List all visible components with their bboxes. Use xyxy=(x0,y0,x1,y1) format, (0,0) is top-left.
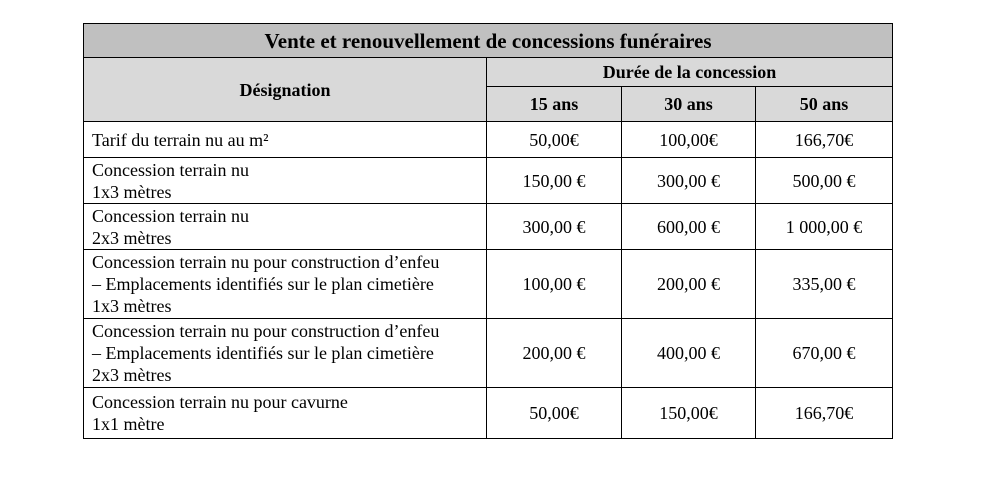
designation-cell xyxy=(84,204,487,250)
designation-cell xyxy=(84,158,487,204)
designation-line: Tarif du terrain nu au m² xyxy=(92,129,269,150)
designation-line: 1x1 mètre xyxy=(92,414,165,434)
table-row xyxy=(84,204,893,250)
table-row xyxy=(84,158,893,204)
price-cell: 400,00 € xyxy=(622,319,756,388)
designation-line: 2x3 mètres xyxy=(92,227,172,248)
duration-header-15: 15 ans xyxy=(487,87,622,122)
designation-cell xyxy=(84,122,487,158)
tariff-table xyxy=(83,23,893,439)
designation-line: 1x3 mètres xyxy=(92,181,172,202)
designation-line: 1x3 mètres xyxy=(92,296,172,316)
designation-line: – Emplacements identifiés sur le plan cimetière xyxy=(92,343,434,363)
table-row xyxy=(84,319,893,388)
designation-line: Concession terrain nu pour cavurne xyxy=(92,392,348,412)
price-cell: 500,00 € xyxy=(756,158,893,204)
price-cell: 335,00 € xyxy=(756,250,893,319)
price-cell: 1 000,00 € xyxy=(756,204,893,250)
price-cell: 100,00€ xyxy=(622,122,756,158)
price-cell: 300,00 € xyxy=(622,158,756,204)
designation-line: Concession terrain nu xyxy=(92,205,249,226)
table-row xyxy=(84,388,893,439)
price-cell: 50,00€ xyxy=(487,388,622,439)
price-cell: 600,00 € xyxy=(622,204,756,250)
designation-cell xyxy=(84,388,487,439)
designation-cell xyxy=(84,319,487,388)
designation-line: Concession terrain nu pour construction d’enfeu xyxy=(92,321,440,341)
price-cell: 200,00 € xyxy=(487,319,622,388)
table-body xyxy=(84,122,893,439)
designation-line: Concession terrain nu pour construction d’enfeu xyxy=(92,252,440,272)
price-cell: 150,00€ xyxy=(622,388,756,439)
designation-line: Concession terrain nu xyxy=(92,159,249,180)
table-row xyxy=(84,250,893,319)
price-cell: 100,00 € xyxy=(487,250,622,319)
designation-header: Désignation xyxy=(84,58,487,122)
price-cell: 150,00 € xyxy=(487,158,622,204)
price-cell: 166,70€ xyxy=(756,388,893,439)
price-cell: 670,00 € xyxy=(756,319,893,388)
table-title: Vente et renouvellement de concessions funéraires xyxy=(84,24,893,58)
designation-line: – Emplacements identifiés sur le plan cimetière xyxy=(92,274,434,294)
price-cell: 50,00€ xyxy=(487,122,622,158)
price-cell: 300,00 € xyxy=(487,204,622,250)
duration-header-30: 30 ans xyxy=(622,87,756,122)
table-row xyxy=(84,122,893,158)
duration-header-50: 50 ans xyxy=(756,87,893,122)
price-cell: 200,00 € xyxy=(622,250,756,319)
designation-line: 2x3 mètres xyxy=(92,365,172,385)
designation-cell xyxy=(84,250,487,319)
price-cell: 166,70€ xyxy=(756,122,893,158)
duration-group-header: Durée de la concession xyxy=(487,58,893,87)
